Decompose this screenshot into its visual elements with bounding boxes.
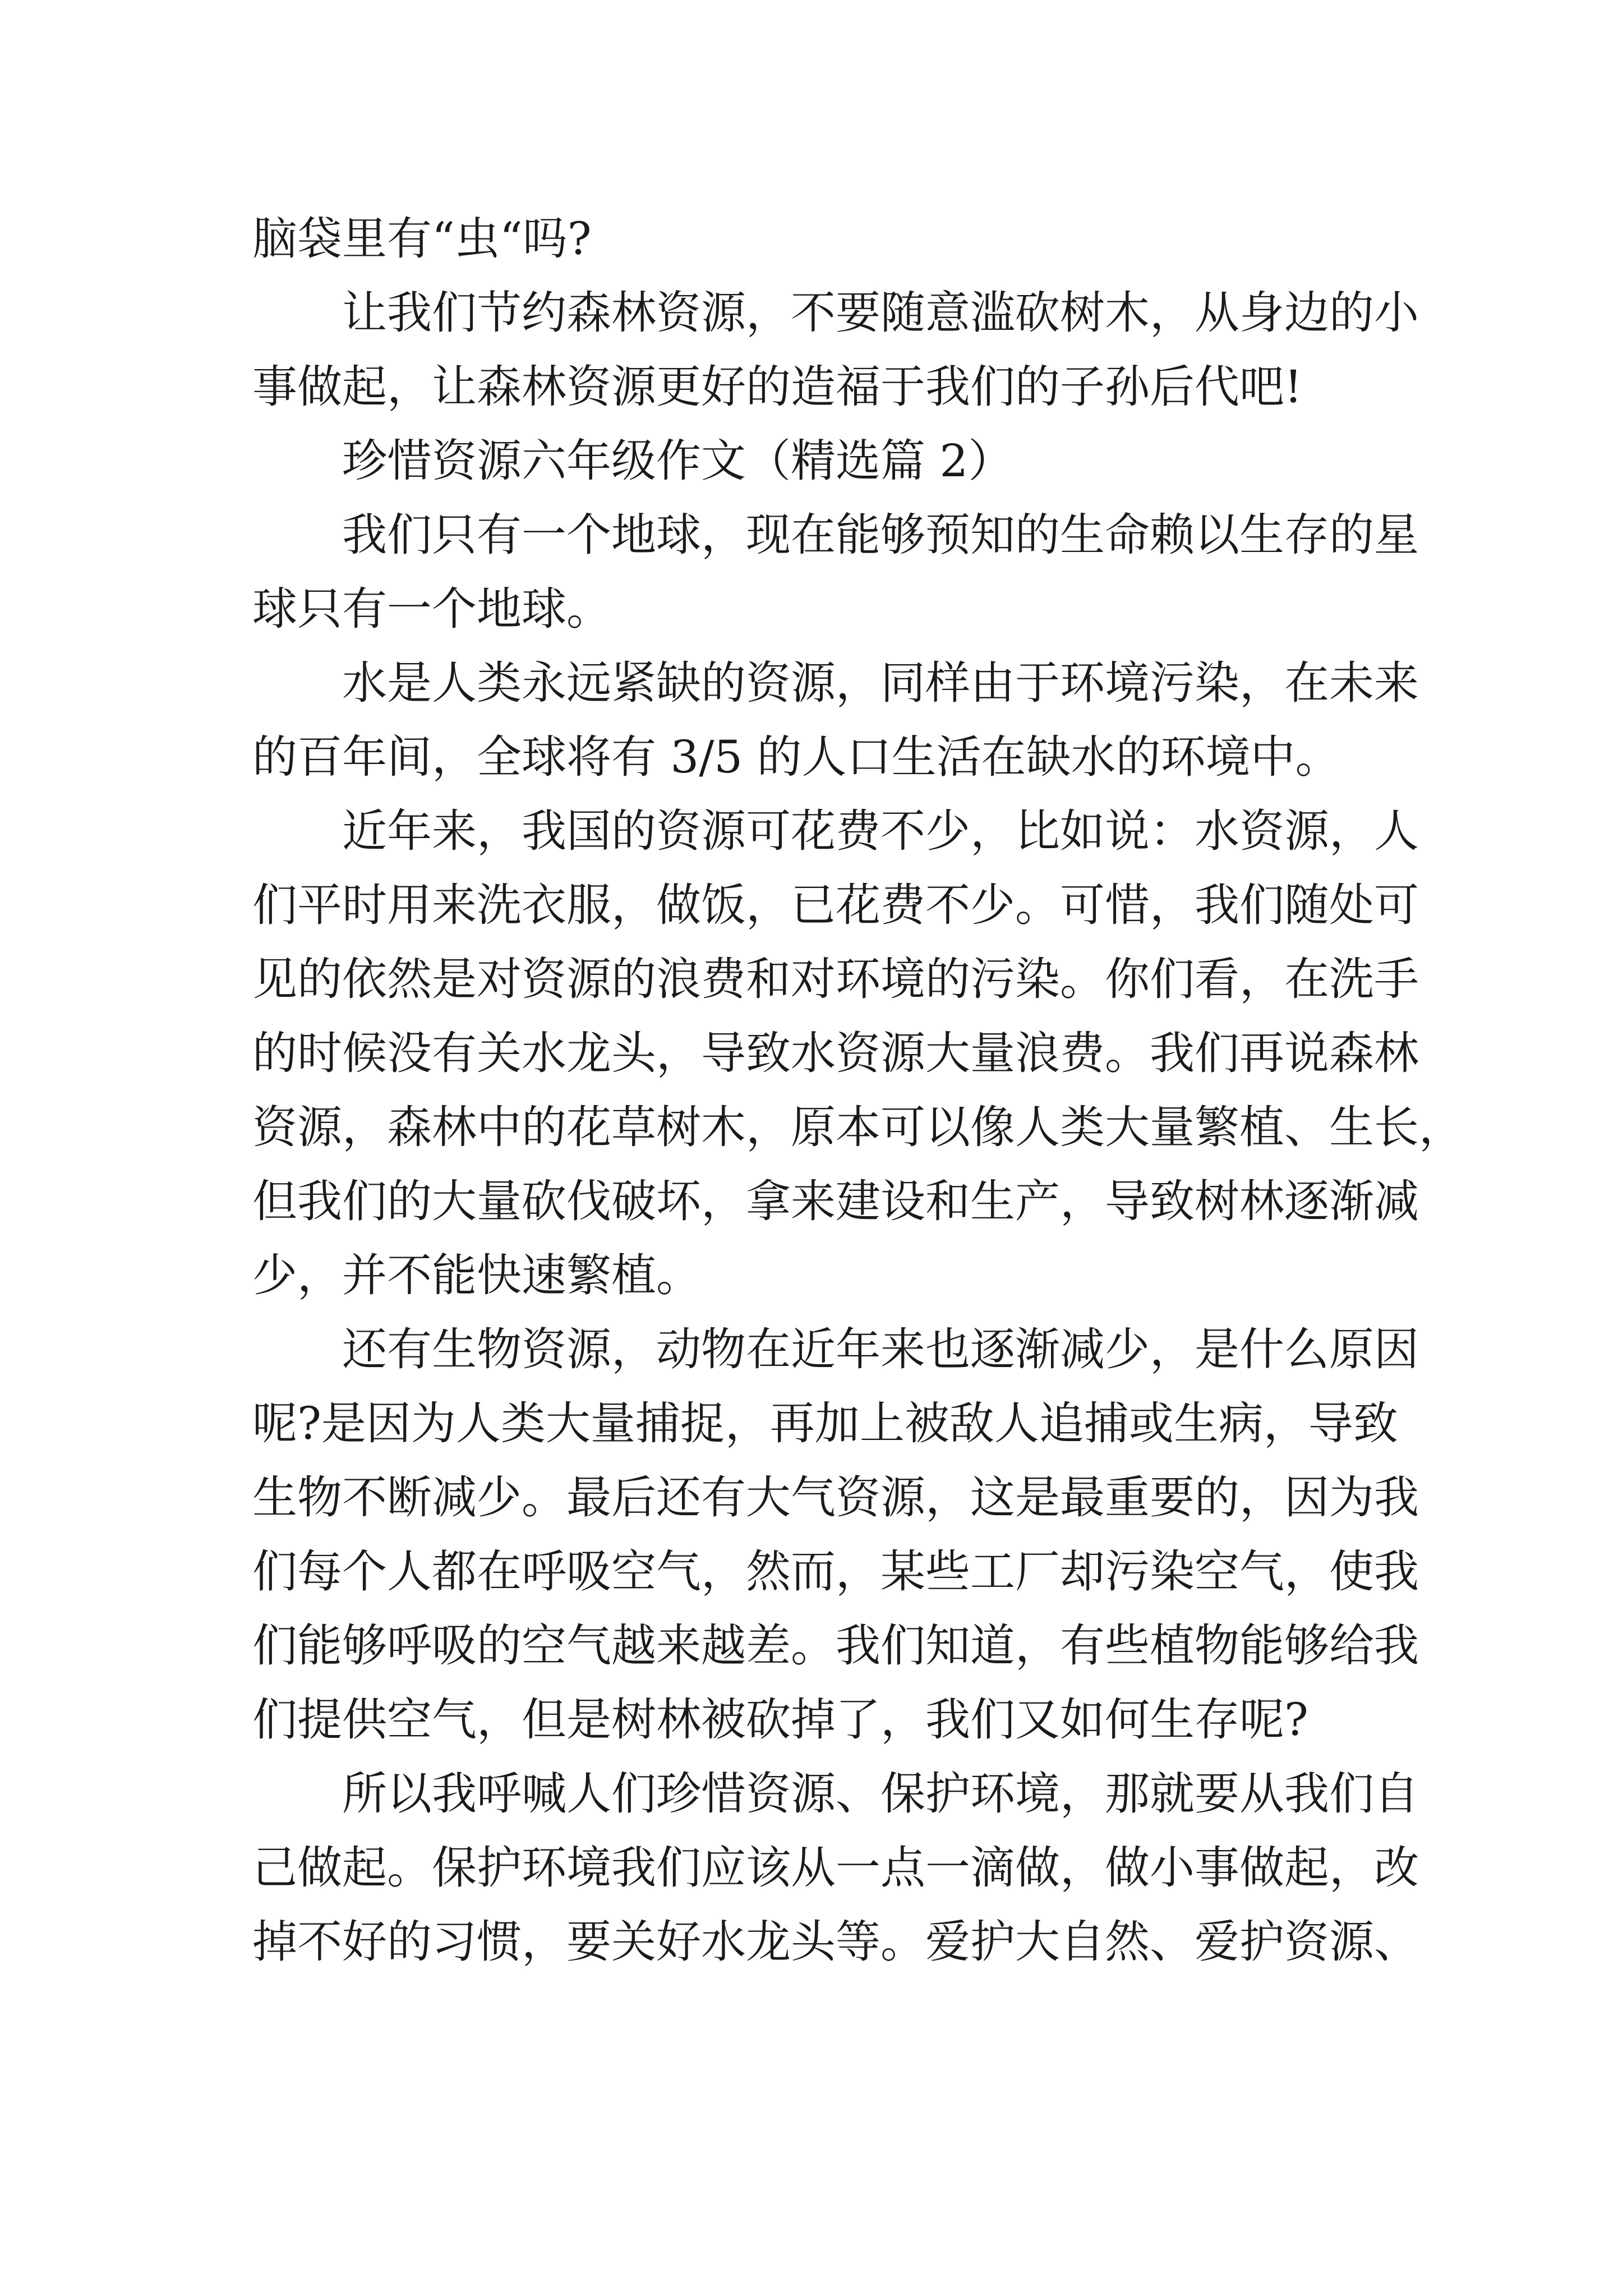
- text-line: 让我们节约森林资源，不要随意滥砍树木，从身边的小: [342, 287, 1419, 339]
- text-line: 球只有一个地球。: [252, 583, 611, 635]
- text-line: 我们只有一个地球，现在能够预知的生命赖以生存的星: [342, 509, 1419, 561]
- text-line: 们提供空气，但是树林被砍掉了，我们又如何生存呢?: [252, 1694, 1308, 1746]
- text-line: 所以我呼喊人们珍惜资源、保护环境，那就要从我们自: [342, 1768, 1419, 1820]
- text-line: 们平时用来洗衣服，做饭，已花费不少。可惜，我们随处可: [252, 879, 1419, 931]
- text-line: 己做起。保护环境我们应该从一点一滴做，做小事做起，改: [252, 1842, 1419, 1894]
- text-line: 资源，森林中的花草树木，原本可以像人类大量繁植、生长，: [252, 1101, 1464, 1153]
- text-line: 的百年间，全球将有 3/5 的人口生活在缺水的环境中。: [252, 731, 1340, 783]
- text-line: 少，并不能快速繁植。: [252, 1249, 701, 1301]
- text-line: 的时候没有关水龙头，导致水资源大量浪费。我们再说森林: [252, 1027, 1419, 1079]
- text-line: 脑袋里有“虫“吗?: [252, 213, 592, 265]
- document-body: [252, 202, 1464, 1979]
- text-line: 近年来，我国的资源可花费不少，比如说：水资源，人: [342, 805, 1419, 857]
- text-line: 水是人类永远紧缺的资源，同样由于环境污染，在未来: [342, 657, 1419, 709]
- text-line: 生物不断减少。最后还有大气资源，这是最重要的，因为我: [252, 1471, 1419, 1524]
- text-line: 掉不好的习惯，要关好水龙头等。爱护大自然、爱护资源、: [252, 1916, 1419, 1968]
- text-line: 们每个人都在呼吸空气，然而，某些工厂却污染空气，使我: [252, 1545, 1419, 1598]
- text-line: 还有生物资源，动物在近年来也逐渐减少，是什么原因: [342, 1323, 1419, 1375]
- text-line: 事做起，让森林资源更好的造福于我们的子孙后代吧!: [252, 361, 1303, 413]
- text-line: 珍惜资源六年级作文（精选篇 2）: [342, 435, 1013, 487]
- text-line: 们能够呼吸的空气越来越差。我们知道，有些植物能够给我: [252, 1619, 1419, 1672]
- text-line: 见的依然是对资源的浪费和对环境的污染。你们看，在洗手: [252, 953, 1419, 1005]
- text-line: 呢?是因为人类大量捕捉，再加上被敌人追捕或生病，导致: [252, 1397, 1398, 1450]
- text-line: 但我们的大量砍伐破坏，拿来建设和生产，导致树林逐渐减: [252, 1175, 1419, 1227]
